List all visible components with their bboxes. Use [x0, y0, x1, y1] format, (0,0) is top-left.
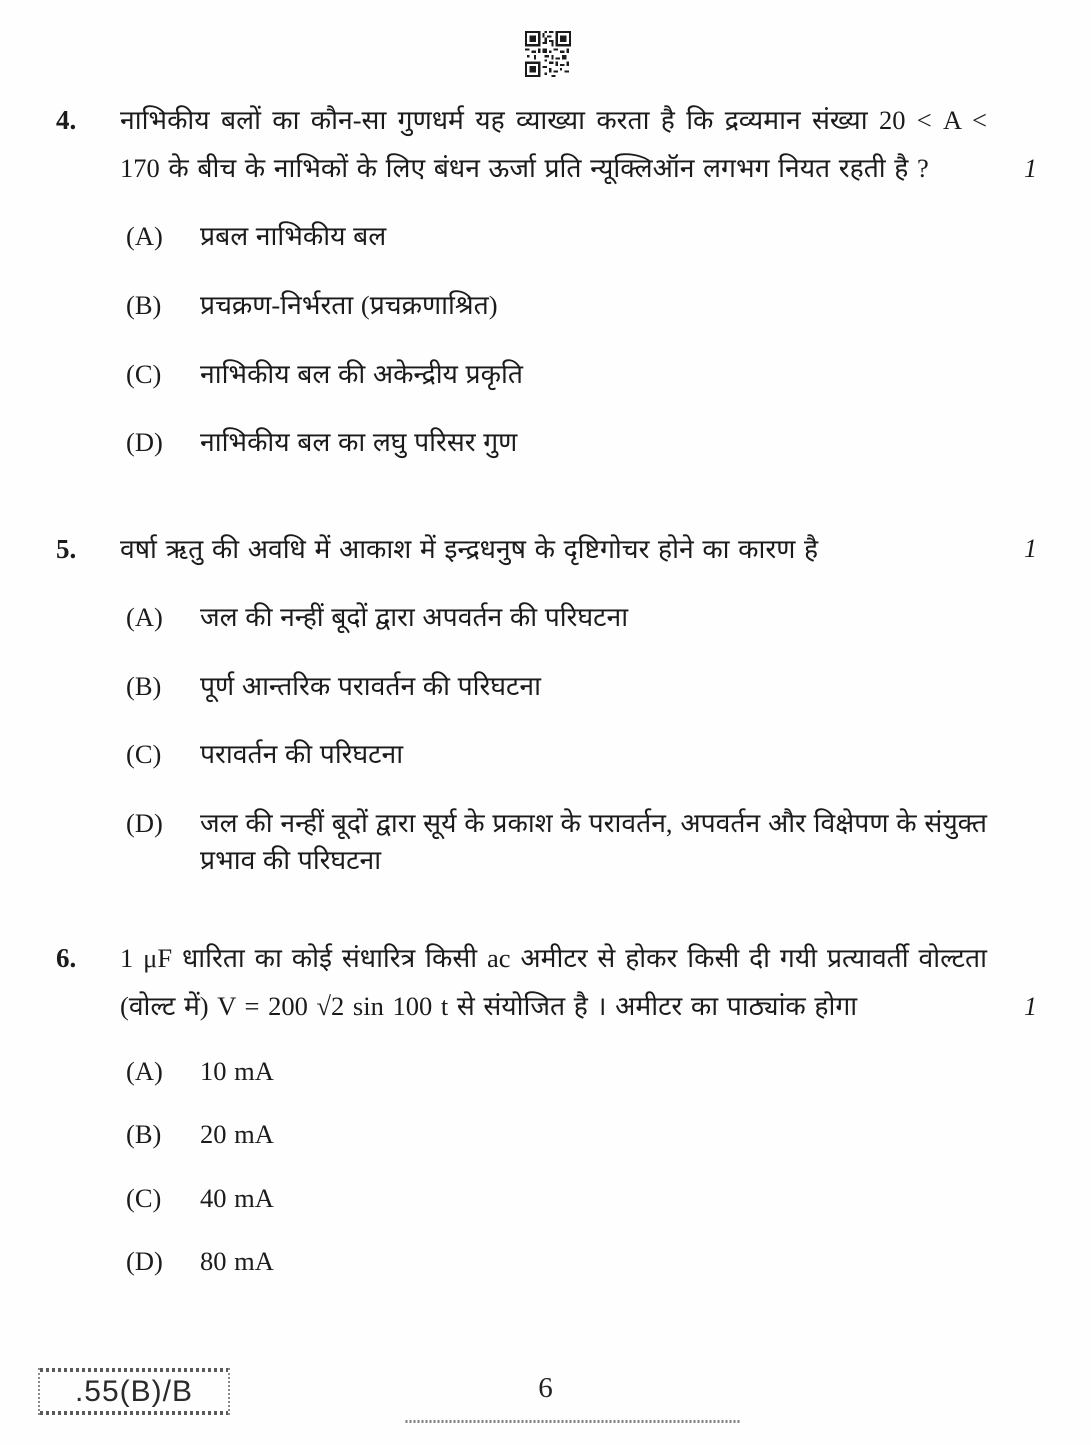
option-row [126, 599, 987, 636]
option-row [126, 1243, 987, 1280]
option-row [126, 218, 987, 255]
option-text: जल की नन्हीं बूदों द्वारा सूर्य के प्रकाश के परावर्तन, अपवर्तन और विक्षेपण के संयुक्त प्रभाव की परिघटना [200, 807, 987, 875]
option-text: 40 mA [200, 1182, 274, 1213]
option-text: पूर्ण आन्तरिक परावर्तन की परिघटना [200, 670, 541, 701]
option-label: (A) [126, 221, 163, 252]
option-text: प्रचक्रण-निर्भरता (प्रचक्रणाश्रित) [200, 290, 498, 320]
marks-value: 1 [1024, 153, 1037, 183]
paper-code: .55(B)/B [74, 1374, 194, 1408]
option-row [126, 736, 987, 773]
marks-value: 1 [1024, 534, 1037, 564]
option-label: (B) [126, 290, 162, 320]
options-list [126, 1053, 1039, 1280]
option-label: (C) [126, 739, 162, 770]
option-text: नाभिकीय बल की अकेन्द्रीय प्रकृति [200, 358, 523, 389]
page-number: 6 [538, 1372, 553, 1404]
option-row [126, 424, 987, 461]
page-footer [0, 1361, 1091, 1425]
option-label: (B) [126, 670, 162, 701]
question-6 [56, 934, 1039, 1280]
option-label: (D) [126, 427, 163, 458]
option-text: प्रबल नाभिकीय बल [200, 221, 387, 252]
option-row [126, 287, 987, 324]
option-text: परावर्तन की परिघटना [200, 739, 404, 770]
option-row [126, 668, 987, 705]
microprint-line [405, 1420, 740, 1423]
options-list [126, 218, 1039, 460]
options-list [126, 599, 1039, 878]
question-5 [56, 525, 1039, 878]
option-label: (D) [126, 1246, 163, 1277]
option-row [126, 1053, 987, 1090]
microprint-border-bottom [40, 1411, 228, 1415]
option-text: जल की नन्हीं बूदों द्वारा अपवर्तन की परिघटना [200, 602, 629, 633]
option-label: (C) [126, 358, 162, 389]
question-text: वर्षा ऋतु की अवधि में आकाश में इन्द्रधनुष के दृष्टिगोचर होने का कारण है [120, 533, 819, 564]
option-text: नाभिकीय बल का लघु परिसर गुण [200, 427, 518, 458]
option-text: 10 mA [200, 1055, 274, 1086]
option-row [126, 1116, 987, 1153]
option-label: (A) [126, 602, 163, 633]
marks-value: 1 [1024, 991, 1037, 1021]
option-label: (C) [126, 1182, 162, 1213]
qr-code [525, 30, 571, 78]
question-4 [56, 96, 1039, 461]
question-text: 1 μF धारिता का कोई संधारित्र किसी ac अमीटर से होकर किसी दी गयी प्रत्यावर्ती वोल्टता (वोल्ट में) V = 200 √2 sin 100 t से संयोजित है । अमीटर का पाठ्यांक होगा [120, 943, 987, 1022]
option-label: (D) [126, 807, 163, 838]
option-text: 80 mA [200, 1246, 274, 1277]
option-text: 20 mA [200, 1119, 274, 1150]
option-label: (B) [126, 1119, 162, 1150]
option-row [126, 805, 987, 878]
option-row [126, 1180, 987, 1217]
option-row [126, 356, 987, 393]
question-number: 5. [56, 533, 77, 564]
question-number: 4. [56, 105, 77, 135]
question-text: नाभिकीय बलों का कौन-सा गुणधर्म यह व्याख्या करता है कि द्रव्यमान संख्या 20 < A < 170 के बीच के नाभिकों के लिए बंधन ऊर्जा प्रति न्यूक्लिऑन लगभग नियत रहती है ? [120, 105, 987, 184]
option-label: (A) [126, 1055, 163, 1086]
question-number: 6. [56, 943, 77, 974]
